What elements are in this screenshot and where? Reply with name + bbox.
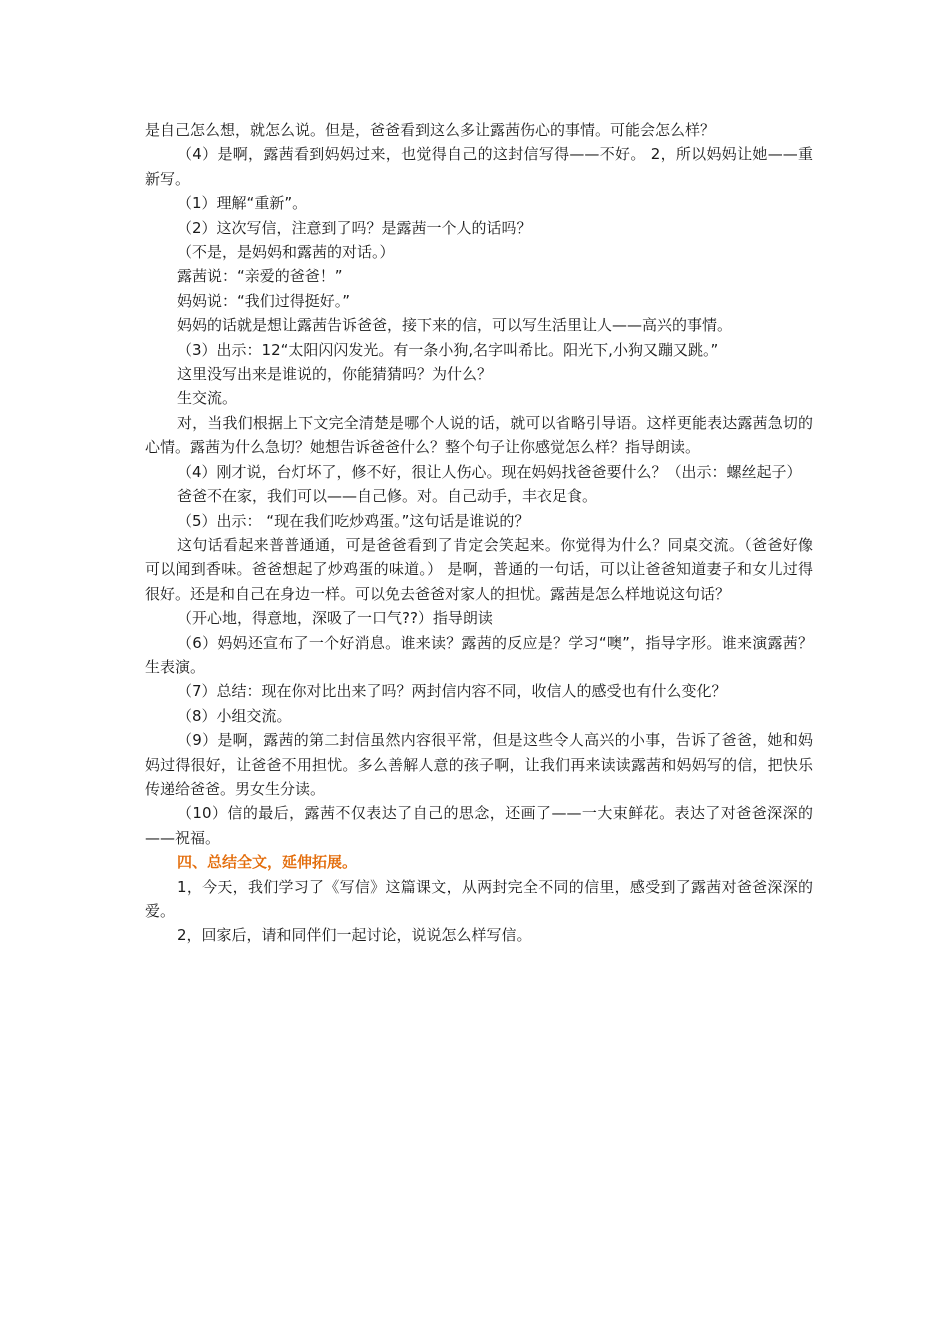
paragraph-15: （5）出示： “现在我们吃炒鸡蛋。”这句话是谁说的？ [177, 511, 530, 530]
paragraph-19: （7）总结：现在你对比出来了吗？两封信内容不同，收信人的感受也有什么变化？ [177, 682, 727, 701]
paragraph-22: （10）信的最后，露茜不仅表达了自己的思念，还画了——一大束鲜花。表达了对爸爸深深的——祝福。 [145, 804, 813, 847]
paragraph-3: （1）理解“重新”。 [177, 194, 308, 213]
paragraph-16: 这句话看起来普普通通，可是爸爸看到了肯定会笑起来。你觉得为什么？同桌交流。（爸爸好像可以闻到香味。爸爸想起了炒鸡蛋的味道。） 是啊，普通的一句话，可以让爸爸知道妻子和女儿过得很好。还是和自己在身边一样。可以免去爸爸对家人的担忧。露茜是怎么样地说这句话？ [145, 535, 813, 603]
paragraph-12: 对，当我们根据上下文完全清楚是哪个人说的话，就可以省略引导语。这样更能表达露茜急切的心情。露茜为什么急切？她想告诉爸爸什么？整个句子让你感觉怎么样？指导朗读。 [145, 413, 813, 457]
paragraph-8: 妈妈的话就是想让露茜告诉爸爸，接下来的信，可以写生活里让人——高兴的事情。 [177, 316, 733, 335]
paragraph-10: 这里没写出来是谁说的，你能猜猜吗？为什么？ [177, 365, 493, 384]
paragraph-14: 爸爸不在家，我们可以——自己修。对。自己动手，丰衣足食。 [177, 487, 598, 506]
paragraph-9: （3）出示：12“太阳闪闪发光。有一条小狗,名字叫希比。阳光下,小狗又蹦又跳。” [177, 340, 719, 359]
paragraph-21: （9）是啊，露茜的第二封信虽然内容很平常，但是这些令人高兴的小事，告诉了爸爸，她和妈妈过得很好，让爸爸不用担忧。多么善解人意的孩子啊，让我们再来读读露茜和妈妈写的信，把快乐传递给爸爸。男女生分读。 [145, 731, 813, 798]
paragraph-7: 妈妈说：“我们过得挺好。” [177, 291, 351, 310]
paragraph-5: （不是，是妈妈和露茜的对话。） [177, 243, 395, 262]
document-body [145, 118, 813, 948]
paragraph-25: 2，回家后，请和同伴们一起讨论，说说怎么样写信。 [177, 926, 532, 945]
paragraph-2: （4）是啊，露茜看到妈妈过来，也觉得自己的这封信写得——不好。 2，所以妈妈让她——重新写。 [145, 145, 813, 188]
paragraph-6: 露茜说：“亲爱的爸爸！” [177, 267, 343, 286]
paragraph-13: （4）刚才说，台灯坏了，修不好，很让人伤心。现在妈妈找爸爸要什么？（出示：螺丝起子） [177, 462, 802, 481]
paragraph-18: （6）妈妈还宣布了一个好消息。谁来读？露茜的反应是？学习“噢”，指导字形。谁来演露茜？生表演。 [145, 633, 813, 676]
paragraph-24: 1，今天，我们学习了《写信》这篇课文，从两封完全不同的信里，感受到了露茜对爸爸深深的爱。 [145, 877, 813, 920]
paragraph-4: （2）这次写信，注意到了吗？是露茜一个人的话吗？ [177, 218, 532, 237]
paragraph-20: （8）小组交流。 [177, 706, 292, 725]
paragraph-11: 生交流。 [177, 389, 238, 408]
section-heading: 四、总结全文，延伸拓展。 [177, 853, 358, 872]
paragraph-1: 是自己怎么想，就怎么说。但是，爸爸看到这么多让露茜伤心的事情。可能会怎么样？ [145, 121, 716, 139]
paragraph-17: （开心地，得意地，深吸了一口气??）指导朗读 [177, 609, 493, 628]
